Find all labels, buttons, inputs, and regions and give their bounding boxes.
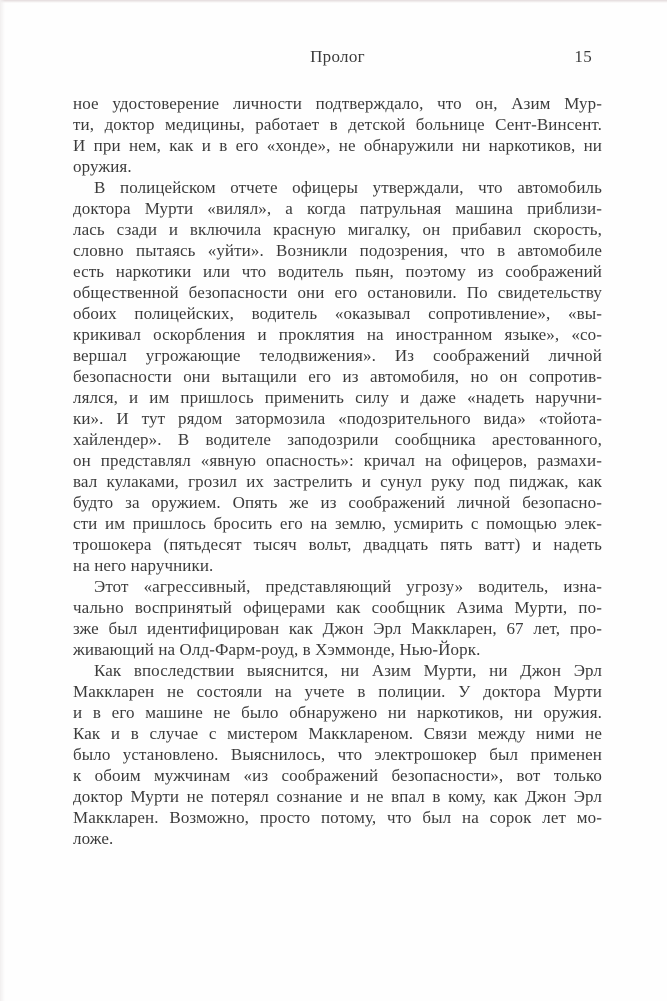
running-header (73, 46, 602, 67)
chapter-title: Пролог (310, 47, 365, 66)
text-line: чально воспринятый офицерами как сообщник Азима Мурти, по- (73, 598, 602, 617)
text-line: доктора Мурти «вилял», а когда патрульная машина приблизи- (73, 199, 602, 218)
text-line: оружия. (73, 157, 132, 176)
text-line: словно пытаясь «уйти». Возникли подозрения, что в автомобиле (73, 241, 602, 260)
paragraph (73, 660, 602, 849)
text-line: ложе. (73, 829, 114, 848)
page-number: 15 (574, 47, 592, 66)
text-line: доктор Мурти не потерял сознание и не впал в кому, как Джон Эрл (73, 787, 602, 806)
text-line: Как впоследствии выяснится, ни Азим Мурти, ни Джон Эрл (94, 661, 602, 680)
text-line: лась сзади и включила красную мигалку, он прибавил скорость, (73, 220, 602, 239)
text-line: ки». И тут рядом затормозила «подозрительного вида» «тойота- (73, 409, 602, 428)
text-line: сти им пришлось бросить его на землю, усмирить с помощью элек- (73, 514, 602, 533)
text-line: было установлено. Выяснилось, что электрошокер был применен (73, 745, 602, 764)
text-line: ти, доктор медицины, работает в детской больнице Сент-Винсент. (73, 115, 602, 134)
text-line: будто за оружием. Опять же из соображений личной безопасно- (73, 493, 602, 512)
text-line: на него наручники. (73, 556, 214, 575)
text-line: хайлендер». В водителе заподозрили сообщника арестованного, (73, 430, 602, 449)
scan-artifact-left-edge (0, 0, 5, 1001)
text-line: крикивал оскорбления и проклятия на иностранном языке», «со- (73, 325, 602, 344)
text-line: обоих полицейских, водитель «оказывал сопротивление», «вы- (73, 304, 602, 323)
text-line: ное удостоверение личности подтверждало, что он, Азим Мур- (73, 94, 602, 113)
text-block (73, 93, 602, 849)
text-line: общественной безопасности они его остановили. По свидетельству (73, 283, 602, 302)
text-line: безопасности они вытащили его из автомобиля, но он сопротив- (73, 367, 602, 386)
text-line: и в его машине не было обнаружено ни наркотиков, ни оружия. (73, 703, 602, 722)
text-line: Как и в случае с мистером Макклареном. Связи между ними не (73, 724, 602, 743)
text-line: Маккларен не состояли на учете в полиции. У доктора Мурти (73, 682, 602, 701)
text-line: он представлял «явную опасность»: кричал на офицеров, размахи- (73, 451, 602, 470)
text-line: Этот «агрессивный, представляющий угрозу» водитель, изна- (94, 577, 602, 596)
text-line: лялся, и им пришлось применить силу и даже «надеть наручни- (73, 388, 602, 407)
text-line: И при нем, как и в его «хонде», не обнаружили ни наркотиков, ни (73, 136, 602, 155)
text-line: вершал угрожающие телодвижения». Из соображений личной (73, 346, 602, 365)
book-page (73, 0, 602, 1001)
text-line: Маккларен. Возможно, просто потому, что был на сорок лет мо- (73, 808, 602, 827)
text-line: живающий на Олд-Фарм-роуд, в Хэммонде, Нью-Йорк. (73, 640, 481, 659)
paragraph (73, 93, 602, 177)
text-line: зже был идентифицирован как Джон Эрл Маккларен, 67 лет, про- (73, 619, 602, 638)
text-line: вал кулаками, грозил их застрелить и сунул руку под пиджак, как (73, 472, 602, 491)
paragraph (73, 177, 602, 576)
text-line: В полицейском отчете офицеры утверждали, что автомобиль (94, 178, 602, 197)
paragraph (73, 576, 602, 660)
text-line: к обоим мужчинам «из соображений безопасности», вот только (73, 766, 602, 785)
text-line: трошокера (пятьдесят тысяч вольт, двадцать пять ватт) и надеть (73, 535, 602, 554)
text-line: есть наркотики или что водитель пьян, поэтому из соображений (73, 262, 602, 281)
